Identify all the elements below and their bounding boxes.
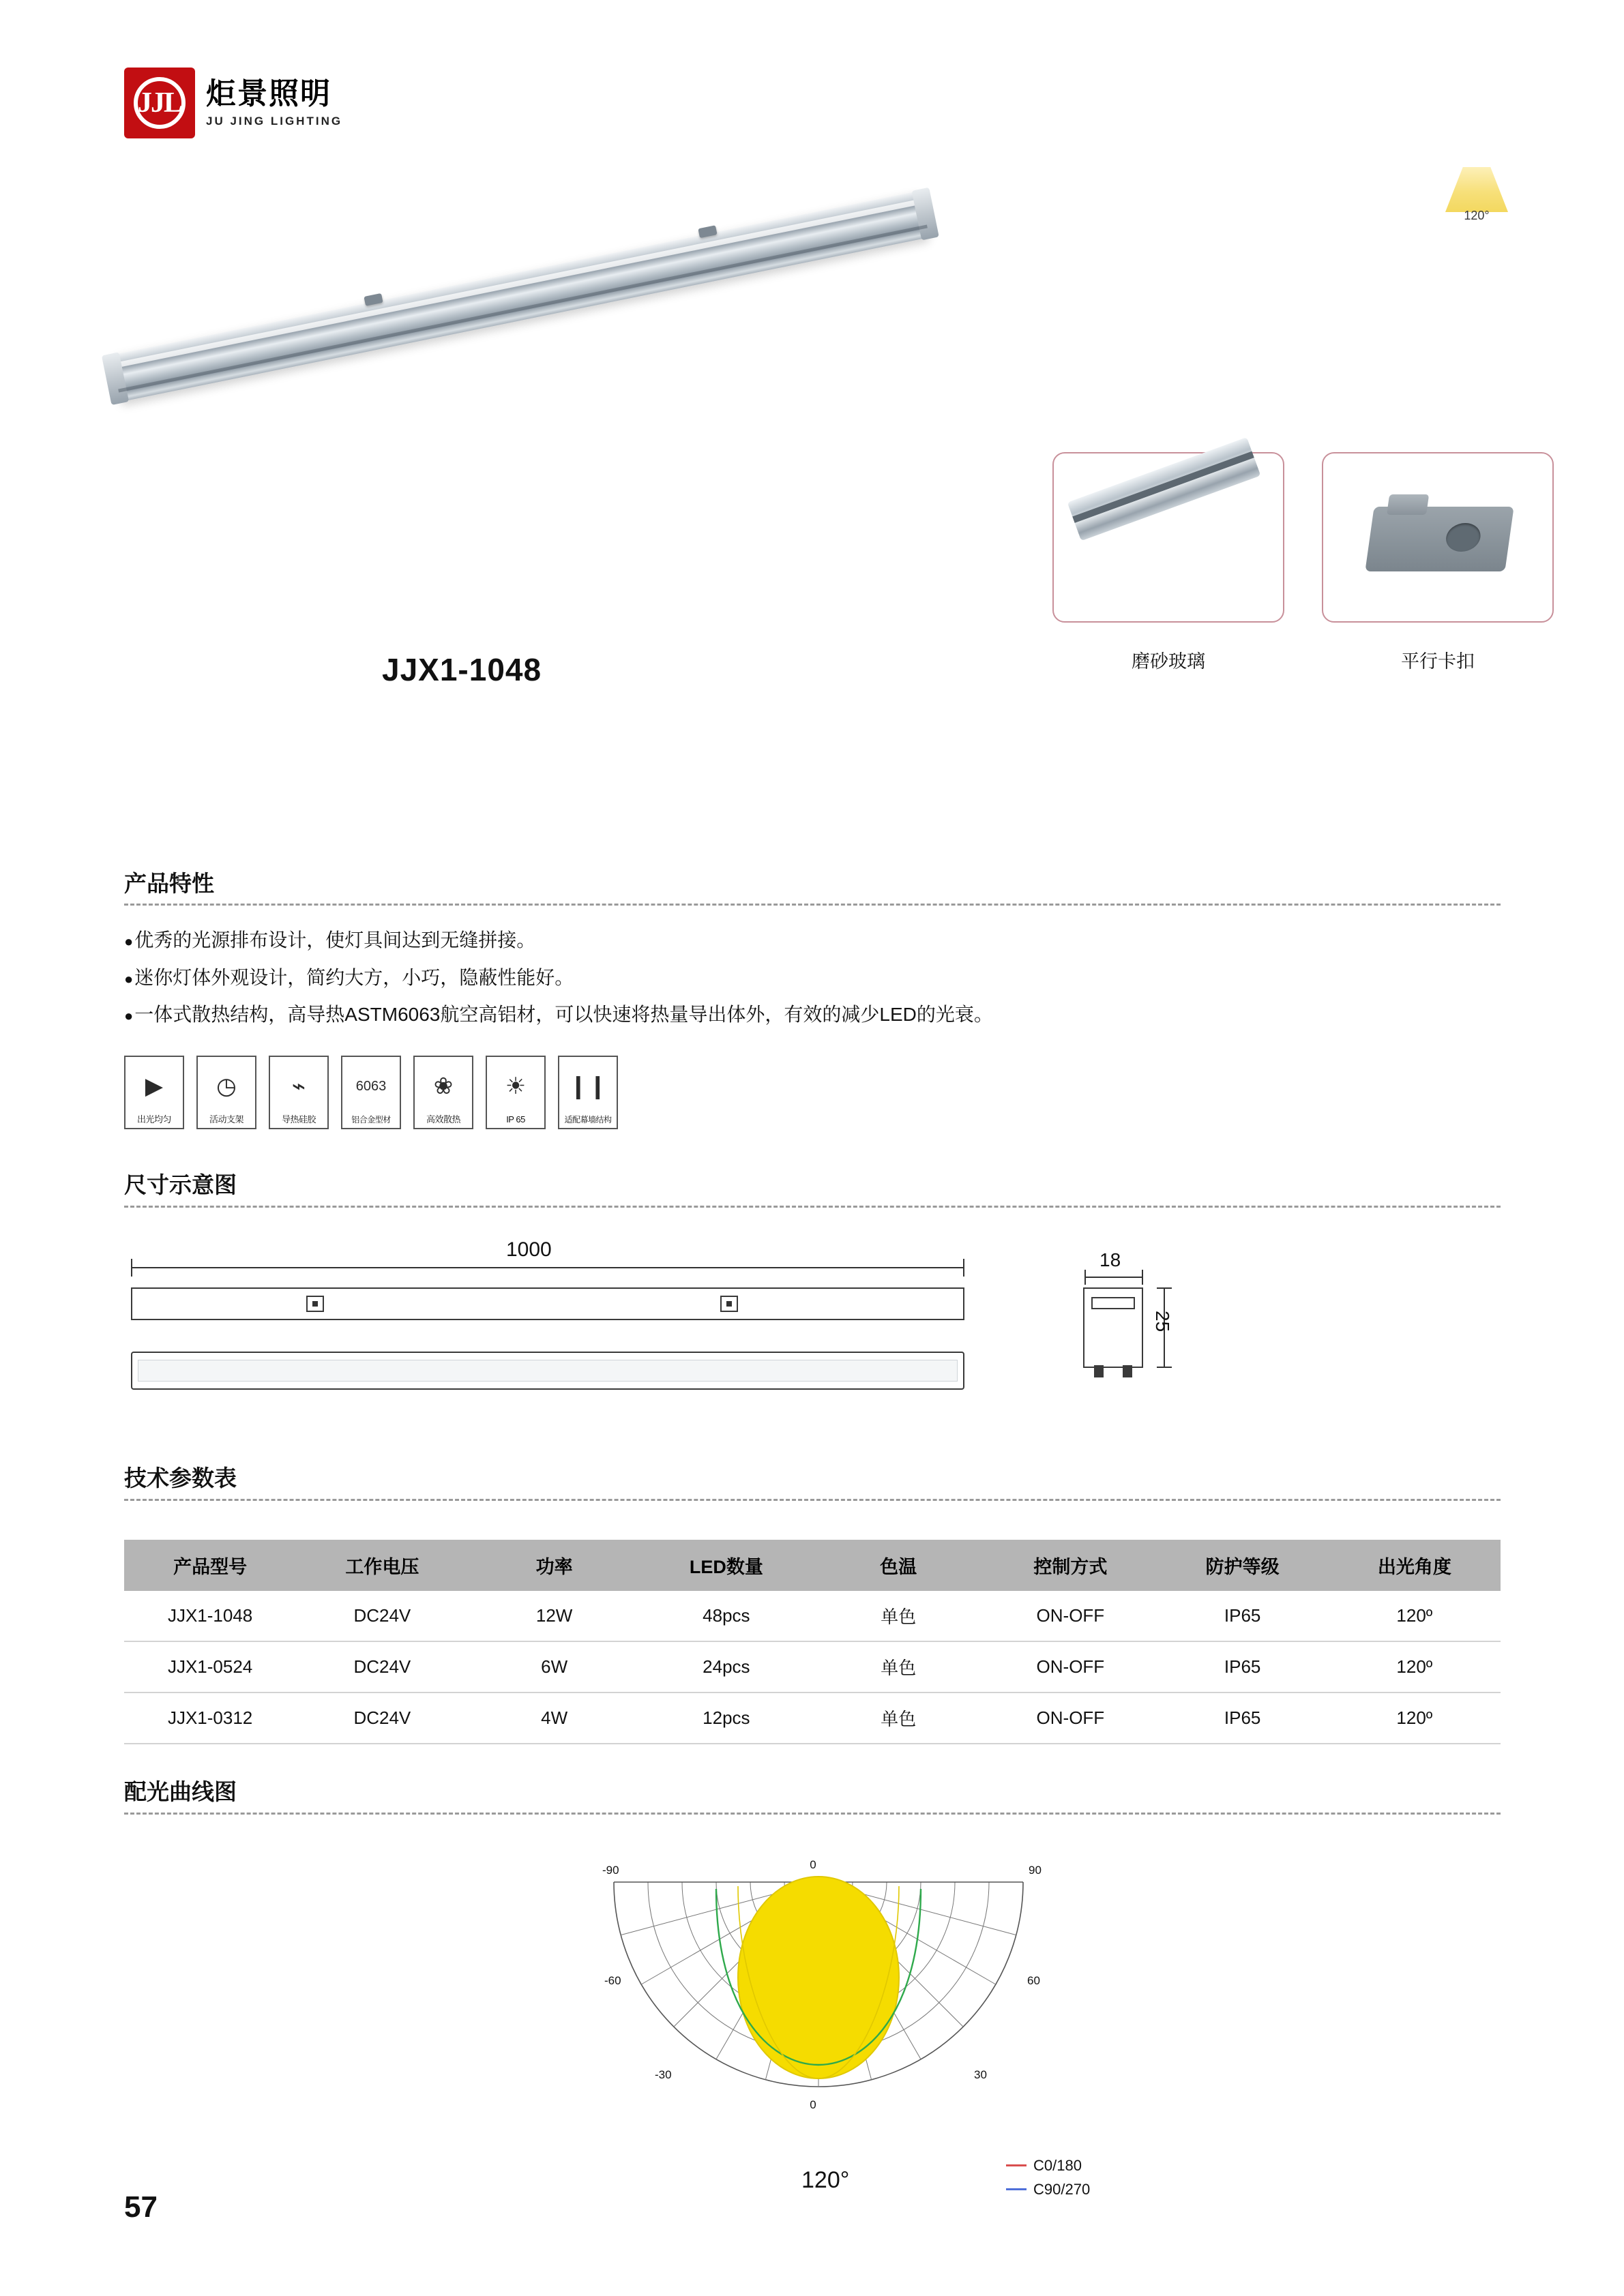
brand-logo bbox=[124, 65, 349, 140]
aluminum-profile-icon bbox=[341, 1056, 401, 1129]
table-cell: 120º bbox=[1329, 1693, 1501, 1744]
feature-icon-label: 出光均匀 bbox=[136, 1114, 171, 1125]
section-title-dimensions: 尺寸示意图 bbox=[124, 1172, 237, 1197]
table-cell: 12W bbox=[469, 1591, 640, 1641]
curtain-wall-icon bbox=[558, 1056, 618, 1129]
beam-fan-icon bbox=[1445, 167, 1508, 212]
end-cap-right bbox=[912, 188, 939, 241]
mounting-pin bbox=[1123, 1365, 1132, 1377]
width-dimension-line bbox=[1084, 1277, 1143, 1278]
logo-monogram: JJL bbox=[137, 87, 181, 119]
mounting-clip bbox=[364, 293, 383, 306]
length-dimension-line bbox=[131, 1267, 964, 1268]
adjustable-bracket-glyph: ◷ bbox=[216, 1073, 237, 1099]
table-cell: ON-OFF bbox=[984, 1641, 1156, 1693]
table-cell: IP65 bbox=[1157, 1591, 1329, 1641]
bullet-icon: ● bbox=[124, 933, 134, 950]
table-header-cell: 色温 bbox=[812, 1540, 984, 1591]
table-header-row bbox=[124, 1540, 1501, 1591]
ip65-glyph: ☀ bbox=[505, 1073, 527, 1099]
mount-marker bbox=[720, 1296, 738, 1312]
length-dimension-label: 1000 bbox=[506, 1238, 552, 1261]
table-cell: IP65 bbox=[1157, 1641, 1329, 1693]
svg-text:-90: -90 bbox=[602, 1864, 619, 1877]
svg-text:90: 90 bbox=[1029, 1864, 1042, 1877]
mounting-pin bbox=[1094, 1365, 1104, 1377]
light-uniform-icon bbox=[124, 1056, 184, 1129]
divider-photometric bbox=[124, 1813, 1501, 1815]
table-cell: IP65 bbox=[1157, 1693, 1329, 1744]
table-cell: 12pcs bbox=[640, 1693, 812, 1744]
feature-text: 迷你灯体外观设计，简约大方，小巧，隐蔽性能好。 bbox=[134, 966, 574, 988]
height-dimension-label: 25 bbox=[1152, 1311, 1173, 1332]
table-header-cell: 产品型号 bbox=[124, 1540, 296, 1591]
feature-icon-label: 活动支架 bbox=[209, 1114, 243, 1125]
legend-label: C0/180 bbox=[1033, 2157, 1082, 2174]
accessory-box-parallel-clip bbox=[1322, 452, 1554, 623]
legend-swatch-c0-icon bbox=[1006, 2164, 1027, 2166]
legend-item bbox=[1006, 2177, 1090, 2201]
parallel-clip-icon bbox=[1365, 507, 1514, 571]
table-cell: JJX1-1048 bbox=[124, 1591, 296, 1641]
feature-icon-row bbox=[124, 1056, 618, 1129]
dimension-drawing-top-view bbox=[124, 1234, 1079, 1418]
end-cap-left bbox=[102, 352, 129, 405]
width-dimension-label: 18 bbox=[1099, 1249, 1121, 1270]
accessory-label-frosted-glass: 磨砂玻璃 bbox=[1132, 651, 1205, 672]
divider-specs bbox=[124, 1499, 1501, 1501]
specifications-table bbox=[124, 1540, 1501, 1744]
accessory-box-frosted-glass bbox=[1052, 452, 1284, 623]
frosted-glass-diffuser-icon bbox=[1067, 437, 1261, 541]
adjustable-bracket-icon bbox=[196, 1056, 256, 1129]
table-cell: 单色 bbox=[812, 1591, 984, 1641]
feature-icon-label: 导热硅胶 bbox=[281, 1114, 316, 1125]
mounting-clip bbox=[698, 225, 717, 238]
svg-text:0: 0 bbox=[810, 2098, 816, 2111]
svg-text:-60: -60 bbox=[604, 1974, 621, 1987]
table-header-cell: 工作电压 bbox=[296, 1540, 468, 1591]
curtain-wall-glyph: ❙❙ bbox=[568, 1073, 608, 1100]
thermal-silicone-glyph: ⌁ bbox=[291, 1073, 306, 1099]
svg-text:-30: -30 bbox=[655, 2068, 672, 2081]
table-cell: 4W bbox=[469, 1693, 640, 1744]
linear-light-bar bbox=[111, 190, 930, 402]
thermal-silicone-icon bbox=[269, 1056, 329, 1129]
clip-screw-hole bbox=[1444, 523, 1482, 552]
table-cell: 48pcs bbox=[640, 1591, 812, 1641]
legend-item bbox=[1006, 2153, 1090, 2177]
features-list bbox=[124, 922, 1420, 1034]
legend-swatch-c90-icon bbox=[1006, 2188, 1027, 2190]
table-header-cell: 功率 bbox=[469, 1540, 640, 1591]
table-cell: 120º bbox=[1329, 1641, 1501, 1693]
table-header-cell: LED数量 bbox=[640, 1540, 812, 1591]
table-header-cell: 控制方式 bbox=[984, 1540, 1156, 1591]
beam-angle-label: 120° bbox=[1464, 209, 1490, 222]
table-cell: DC24V bbox=[296, 1591, 468, 1641]
accessory-label-parallel-clip: 平行卡扣 bbox=[1401, 651, 1475, 672]
heat-dissipation-icon bbox=[413, 1056, 473, 1129]
svg-text:0: 0 bbox=[810, 1858, 816, 1871]
feature-icon-label: 高效散热 bbox=[426, 1114, 460, 1125]
table-header-cell: 防护等级 bbox=[1157, 1540, 1329, 1591]
feature-item bbox=[124, 996, 1420, 1034]
dimension-drawing-section-view bbox=[1064, 1234, 1350, 1425]
table-cell: 6W bbox=[469, 1641, 640, 1693]
photometric-polar-diagram bbox=[559, 1841, 1078, 2182]
section-title-specs: 技术参数表 bbox=[124, 1465, 237, 1491]
table-row bbox=[124, 1641, 1501, 1693]
bullet-icon: ● bbox=[124, 1007, 134, 1025]
brand-name-en: JU JING LIGHTING bbox=[206, 115, 343, 128]
svg-text:60: 60 bbox=[1027, 1974, 1040, 1987]
ip65-icon bbox=[486, 1056, 546, 1129]
polar-chart-svg bbox=[559, 1841, 1078, 2182]
feature-icon-label: 铝合金型材 bbox=[351, 1115, 391, 1125]
feature-text: 一体式散热结构，高导热ASTM6063航空高铝材，可以快速将热量导出体外，有效的减少LED的光衰。 bbox=[134, 1004, 993, 1026]
product-hero-image bbox=[102, 273, 989, 559]
table-cell: DC24V bbox=[296, 1693, 468, 1744]
table-cell: JJX1-0524 bbox=[124, 1641, 296, 1693]
feature-text: 优秀的光源排布设计，使灯具间达到无缝拼接。 bbox=[134, 929, 536, 951]
profile-cross-section bbox=[1083, 1287, 1143, 1368]
table-cell: 单色 bbox=[812, 1693, 984, 1744]
feature-icon-label: 适配幕墙结构 bbox=[564, 1115, 612, 1125]
product-model-name: JJX1-1048 bbox=[382, 652, 542, 687]
table-row bbox=[124, 1693, 1501, 1744]
table-header-cell: 出光角度 bbox=[1329, 1540, 1501, 1591]
section-title-photometric: 配光曲线图 bbox=[124, 1779, 237, 1804]
section-title-features: 产品特性 bbox=[124, 871, 214, 896]
divider-features bbox=[124, 904, 1501, 906]
profile-front-view bbox=[131, 1352, 964, 1390]
photometric-beam-label: 120° bbox=[801, 2167, 850, 2193]
photometric-legend bbox=[1006, 2153, 1090, 2201]
svg-text:30: 30 bbox=[974, 2068, 987, 2081]
table-cell: ON-OFF bbox=[984, 1591, 1156, 1641]
mount-marker bbox=[306, 1296, 324, 1312]
table-cell: JJX1-0312 bbox=[124, 1693, 296, 1744]
divider-dimensions bbox=[124, 1206, 1501, 1208]
logo-mark-icon bbox=[124, 68, 195, 138]
aluminum-profile-glyph: 6063 bbox=[355, 1078, 387, 1094]
table-cell: 单色 bbox=[812, 1641, 984, 1693]
table-cell: ON-OFF bbox=[984, 1693, 1156, 1744]
legend-label: C90/270 bbox=[1033, 2181, 1091, 2198]
feature-icon-label: IP 65 bbox=[506, 1114, 525, 1125]
profile-top-view bbox=[131, 1287, 964, 1320]
table-cell: DC24V bbox=[296, 1641, 468, 1693]
heat-dissipation-glyph: ❀ bbox=[433, 1073, 454, 1099]
table-row bbox=[124, 1591, 1501, 1641]
feature-item bbox=[124, 922, 1420, 959]
feature-item bbox=[124, 959, 1420, 997]
table-cell: 24pcs bbox=[640, 1641, 812, 1693]
clip-notch bbox=[1387, 494, 1429, 515]
bullet-icon: ● bbox=[124, 970, 134, 987]
brand-name-cn: 炬景照明 bbox=[206, 76, 331, 110]
light-uniform-glyph: ▶ bbox=[145, 1073, 164, 1099]
diffuser-groove bbox=[1072, 451, 1254, 523]
table-cell: 120º bbox=[1329, 1591, 1501, 1641]
logo-text bbox=[206, 78, 342, 128]
page-number: 57 bbox=[124, 2190, 158, 2224]
beam-angle-badge bbox=[1445, 167, 1508, 227]
led-slot bbox=[1091, 1297, 1135, 1309]
